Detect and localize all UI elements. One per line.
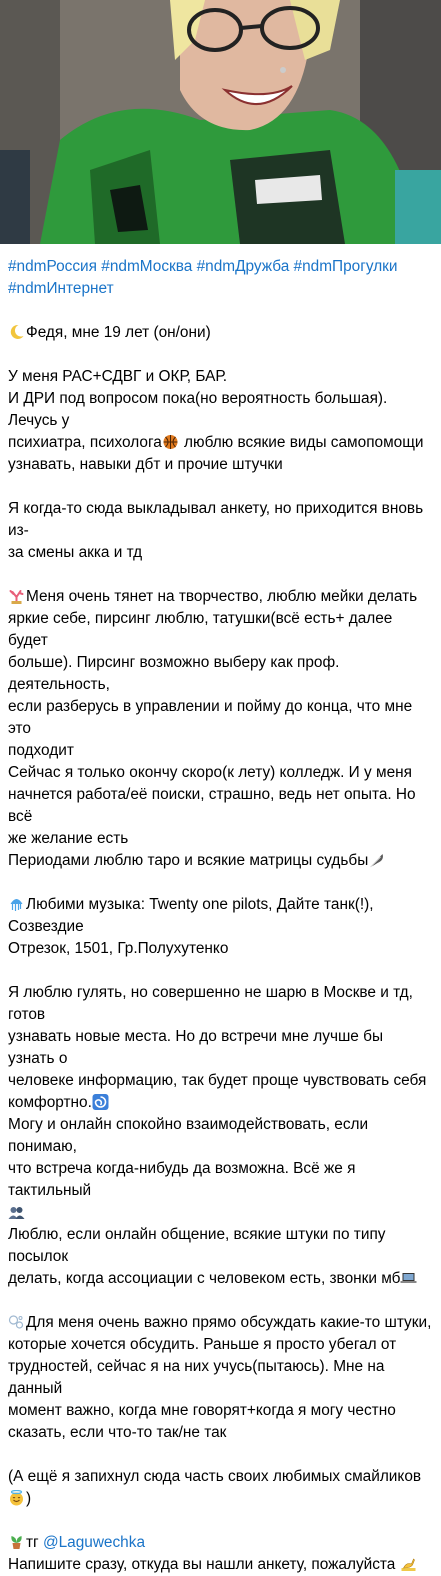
text-fragment: Любими музыка: Twenty one pilots, Дайте танк(!), Созвездие [8, 896, 374, 935]
text-line [8, 894, 433, 938]
health-paragraph [8, 366, 433, 476]
text-line: Могу и онлайн спокойно взаимодействовать, если понимаю, [8, 1116, 369, 1155]
text-line: момент важно, когда мне говорят+когда я могу честно [8, 1402, 396, 1419]
text-line [8, 1202, 433, 1224]
text-line: которые хочется обсудить. Раньше я просто убегал от [8, 1336, 397, 1353]
text-line: У меня РАС+СДВГ и ОКР, БАР. [8, 368, 228, 385]
text-line [8, 1268, 433, 1290]
text-line: же желание есть [8, 830, 129, 847]
text-line: что встреча когда-нибудь да возможна. Всё же я тактильный [8, 1160, 356, 1199]
busts-icon [8, 1204, 25, 1220]
bubbles-icon [8, 1314, 25, 1330]
text-line [8, 850, 433, 872]
text-line: за смены акка и тд [8, 544, 143, 561]
history-paragraph [8, 498, 433, 564]
text-line: Люблю, если онлайн общение, всякие штуки по типу посылок [8, 1226, 386, 1265]
text-fragment: делать, когда ассоциации с человеком есть, звонки мб [8, 1270, 401, 1287]
text-line: человеке информацию, так будет проще чувствовать себя [8, 1072, 427, 1089]
hashtag-link[interactable]: #ndmМосква [101, 258, 193, 275]
text-line: И ДРИ под вопросом пока(но вероятность большая). Лечусь у [8, 390, 388, 429]
jellyfish-icon [8, 896, 25, 912]
text-fragment: Меня очень тянет на творчество, люблю мейки делать [26, 588, 418, 605]
text-line: узнавать новые места. Но до встречи мне лучше бы узнать о [8, 1028, 384, 1067]
text-line [8, 586, 433, 608]
walks-paragraph [8, 982, 433, 1290]
laptop-icon [400, 1270, 417, 1286]
hashtag-link[interactable]: #ndmПрогулки [293, 258, 398, 275]
intro-text: Федя, мне 19 лет (он/они) [26, 324, 211, 341]
text-line [8, 432, 433, 454]
text-fragment: Для меня очень важно прямо обсуждать какие-то штуки, [26, 1314, 432, 1331]
text-line: узнавать, навыки дбт и прочие штучки [8, 456, 283, 473]
potted-plant-icon [8, 1534, 25, 1550]
cyclone-icon [92, 1094, 109, 1110]
text-fragment: Напишите сразу, откуда вы нашли анкету, пожалуйста [8, 1556, 400, 1573]
text-fragment: люблю всякие виды самопомощи [179, 434, 424, 451]
hashtag-link[interactable]: #ndmРоссия [8, 258, 97, 275]
telegram-handle-link[interactable]: @Laguwechka [42, 1534, 145, 1551]
crescent-moon-icon [8, 324, 25, 340]
text-line: Сейчас я только окончу скоро(к лету) колледж. И у меня [8, 764, 412, 781]
text-line: Я люблю гулять, но совершенно не шарю в Москве и тд, готов [8, 984, 413, 1023]
text-fragment: Периодами люблю таро и всякие матрицы судьбы [8, 852, 369, 869]
text-line: подходит [8, 742, 74, 759]
hashtags [8, 256, 433, 300]
halo-smile-icon [8, 1490, 25, 1506]
post-photo[interactable] [0, 0, 441, 244]
text-line: если разберусь в управлении и пойму до конца, что мне это [8, 698, 413, 737]
text-fragment: комфортно. [8, 1094, 92, 1111]
writing-hand-icon [400, 1556, 417, 1572]
text-line: яркие себе, пирсинг люблю, татушки(всё есть+ далее будет [8, 610, 393, 649]
emoji-note: (А ещё я запихнул сюда часть своих любимых смайликов ) [8, 1468, 422, 1507]
text-line: Я когда-то сюда выкладывал анкету, но приходится вновь из- [8, 500, 424, 539]
basketball-icon [162, 434, 179, 450]
text-line: Отрезок, 1501, Гр.Полухутенко [8, 940, 229, 957]
text-line [8, 1532, 433, 1554]
coral-icon [8, 588, 25, 604]
text-line: сказать, если что-то так/не так [8, 1424, 227, 1441]
feather-icon [368, 852, 385, 868]
text-fragment: психиатра, психолога [8, 434, 162, 451]
intro [8, 322, 433, 344]
honesty-paragraph [8, 1312, 433, 1444]
music-paragraph [8, 894, 433, 960]
text-line: больше). Пирсинг возможно выберу как проф. деятельность, [8, 654, 340, 693]
text-fragment: тг [26, 1534, 43, 1551]
text-line [8, 1554, 433, 1576]
hashtag-link[interactable]: #ndmДружба [196, 258, 290, 275]
message-text [8, 244, 433, 1576]
hashtag-link[interactable]: #ndmИнтернет [8, 280, 114, 297]
photo-image [0, 0, 441, 244]
text-line: начнется работа/её поиски, страшно, ведь нет опыта. Но всё [8, 786, 416, 825]
text-line [8, 1312, 433, 1334]
text-line [8, 1092, 433, 1114]
text-fragment: (А ещё я запихнул сюда часть своих любимых смайликов [8, 1468, 422, 1485]
contact-paragraph [8, 1532, 433, 1576]
creative-paragraph [8, 586, 433, 872]
text-line: трудностей, сейчас я на них учусь(пытаюсь). Мне на данный [8, 1358, 385, 1397]
